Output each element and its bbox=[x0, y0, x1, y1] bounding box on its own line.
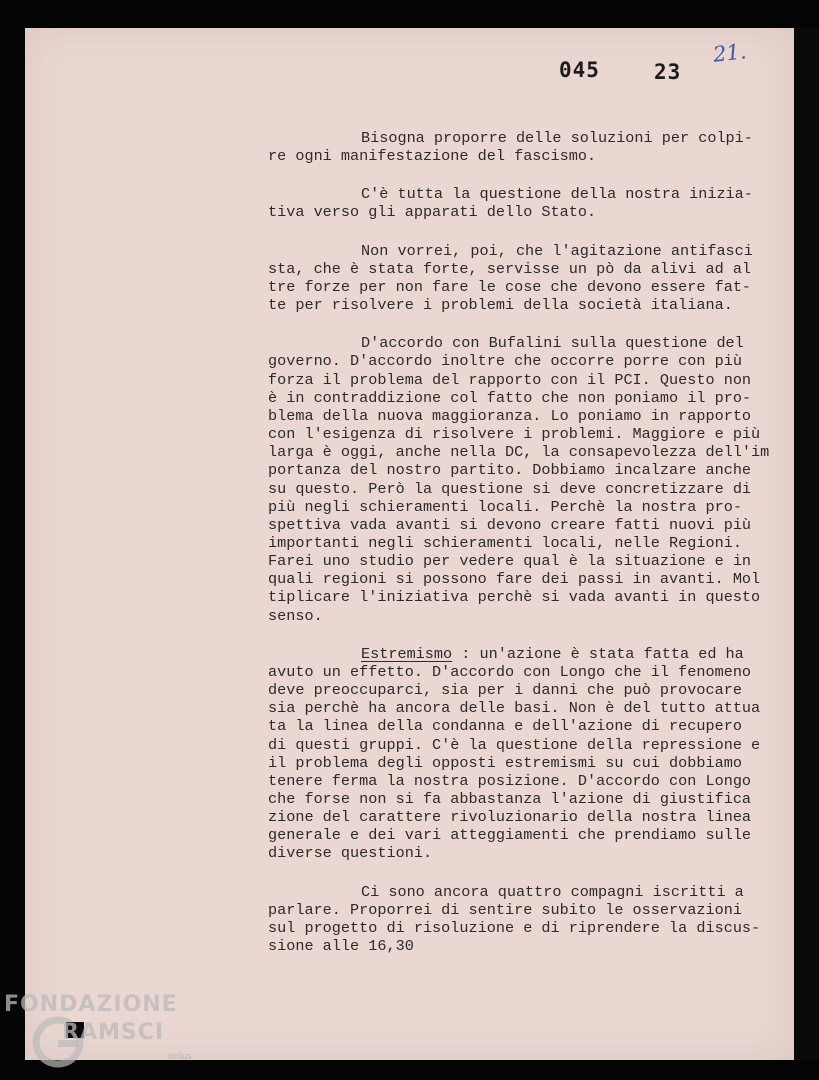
watermark-small: onlus bbox=[168, 1052, 193, 1062]
text-line: tenere ferma la nostra posizione. D'accordo con Longo bbox=[268, 771, 752, 790]
handwritten-page-number: 21. bbox=[711, 39, 748, 67]
text-line: tiplicare l'iniziativa perchè si vada avanti in questo bbox=[268, 588, 761, 607]
text-line: forza il problema del rapporto con il PCI. Questo non bbox=[268, 370, 752, 389]
text-line: ta la linea della condanna e dell'azione di recupero bbox=[268, 717, 742, 736]
paragraph bbox=[268, 185, 778, 221]
text-line: Farei uno studio per vedere qual è la situazione e in bbox=[268, 552, 752, 571]
text-line: avuto un effetto. D'accordo con Longo che il fenomeno bbox=[268, 662, 752, 681]
text-line: spettiva vada avanti si devono creare fatti nuovi più bbox=[268, 515, 752, 534]
text-line: Estremismo : un'azione è stata fatta ed ha bbox=[361, 644, 744, 663]
paragraph bbox=[268, 883, 778, 956]
text-line: è in contraddizione col fatto che non poniamo il pro- bbox=[268, 388, 752, 407]
text-line: larga è oggi, anche nella DC, la consapevolezza dell'im bbox=[268, 443, 770, 462]
watermark-logo bbox=[0, 992, 210, 1080]
text-line: D'accordo con Bufalini sulla questione del bbox=[361, 334, 744, 353]
text-line: sta, che è stata forte, servisse un pò da alivi ad al bbox=[268, 259, 752, 278]
document-body bbox=[268, 129, 778, 955]
text-line: che forse non si fa abbastanza l'azione di giustifica bbox=[268, 790, 752, 808]
text-line: quali regioni si possono fare dei passi in avanti. Mol bbox=[268, 570, 761, 589]
paragraph bbox=[268, 645, 778, 863]
text-line: più negli schieramenti locali. Perchè la nostra pro- bbox=[268, 497, 742, 516]
text-line: re ogni manifestazione del fascismo. bbox=[268, 147, 597, 166]
text-line: te per risolvere i problemi della società italiana. bbox=[268, 296, 733, 315]
paragraph bbox=[268, 334, 778, 625]
text-line: C'è tutta la questione della nostra inizia- bbox=[361, 185, 753, 204]
text-line: governo. D'accordo inoltre che occorre porre con più bbox=[268, 352, 742, 371]
page-number-left: 045 bbox=[559, 58, 600, 82]
text-line: zione del carattere rivoluzionario della nostra linea bbox=[268, 808, 752, 827]
text-line: su questo. Però la questione si deve concretizzare di bbox=[268, 479, 752, 498]
page-number-right: 23 bbox=[654, 60, 682, 84]
text-line: tre forze per non fare le cose che devono essere fat- bbox=[268, 277, 752, 296]
text-line: sul progetto di risoluzione e di riprendere la discus- bbox=[268, 918, 761, 937]
text-line: generale e dei vari atteggiamenti che prendiamo sulle bbox=[268, 826, 752, 845]
text-line: blema della nuova maggioranza. Lo poniamo in rapporto bbox=[268, 406, 752, 425]
text-line: di questi gruppi. C'è la questione della repressione e bbox=[268, 735, 761, 754]
text-line: deve preoccuparci, sia per i danni che può provocare bbox=[268, 681, 742, 700]
paragraph bbox=[268, 129, 778, 165]
paragraph bbox=[268, 242, 778, 315]
text-line: con l'esigenza di risolvere i problemi. Maggiore e più bbox=[268, 425, 761, 444]
scan-border bbox=[794, 28, 819, 1060]
text-line: senso. bbox=[268, 606, 323, 625]
text-line: importanti negli schieramenti locali, nelle Regioni. bbox=[268, 533, 742, 552]
text-line: portanza del nostro partito. Dobbiamo incalzare anche bbox=[268, 461, 752, 480]
text-line: il problema degli opposti estremismi su cui dobbiamo bbox=[268, 753, 742, 772]
text-line: Non vorrei, poi, che l'agitazione antifasci bbox=[361, 241, 753, 260]
text-line: sia perchè ha ancora delle basi. Non è del tutto attua bbox=[268, 699, 761, 718]
text-line: tiva verso gli apparati dello Stato. bbox=[268, 203, 597, 222]
text-line: Bisogna proporre delle soluzioni per colpi- bbox=[361, 129, 753, 147]
section-heading-estremismo: Estremismo bbox=[361, 644, 453, 663]
text-line: Ci sono ancora quattro compagni iscritti a bbox=[361, 882, 744, 901]
watermark-line1: FONDAZIONE bbox=[4, 992, 178, 1017]
text-line: diverse questioni. bbox=[268, 844, 433, 863]
text-line: sione alle 16,30 bbox=[268, 937, 414, 956]
text-line: parlare. Proporrei di sentire subito le osservazioni bbox=[268, 900, 742, 919]
watermark-line2: RAMSCI bbox=[62, 1020, 165, 1045]
